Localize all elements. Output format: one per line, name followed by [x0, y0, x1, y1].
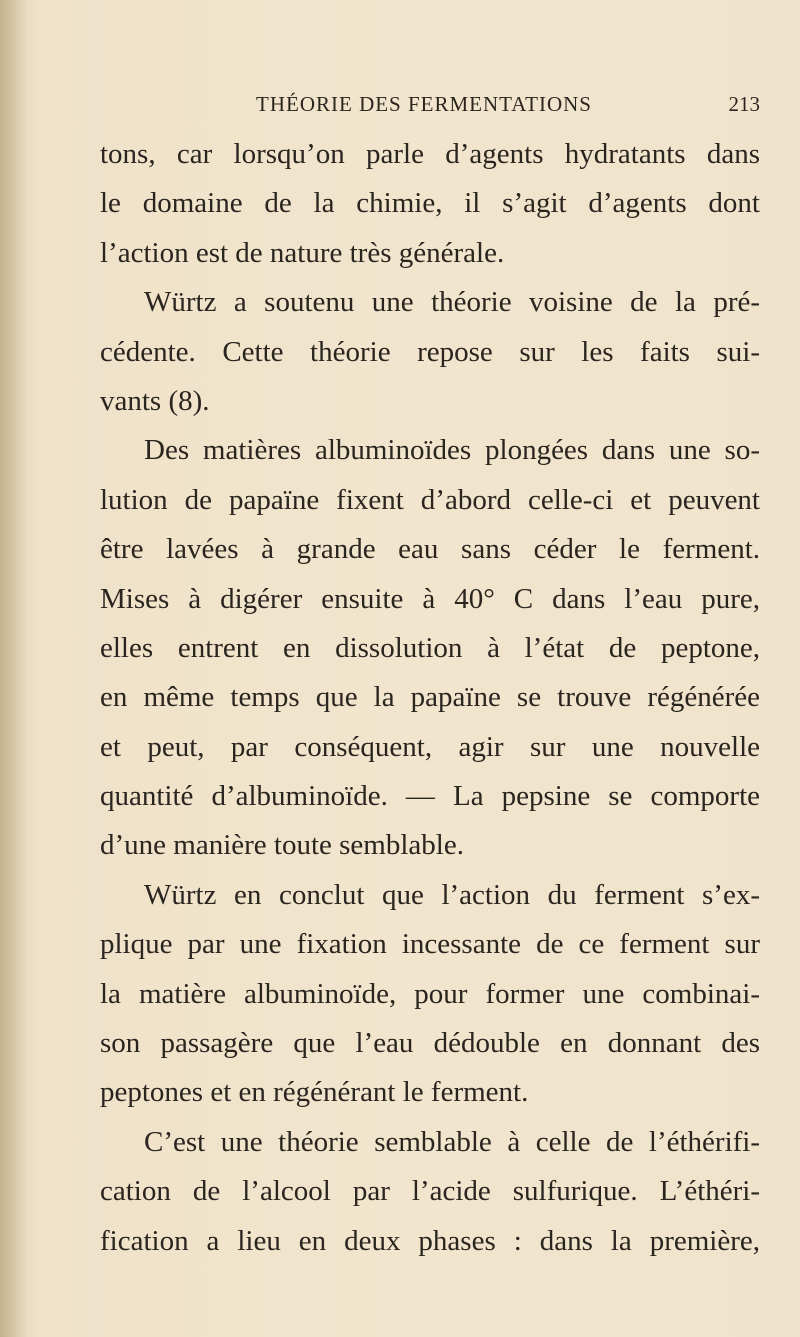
text-line: Mises à digérer ensuite à 40° C dans l’eau pure,	[100, 582, 760, 615]
text-line: cation de l’alcool par l’acide sulfurique. L’éthéri-	[100, 1175, 760, 1208]
page-number: 213	[728, 92, 760, 116]
text-line: l’action est de nature très générale.	[100, 236, 505, 269]
text-line: C’est une théorie semblable à celle de l’éthérifi-	[144, 1125, 760, 1158]
text-line: lution de papaïne fixent d’abord celle-ci et peuvent	[100, 483, 760, 516]
text-line: fication a lieu en deux phases : dans la première,	[100, 1224, 760, 1257]
running-title: THÉORIE DES FERMENTATIONS	[256, 92, 592, 116]
text-line: quantité d’albuminoïde. — La pepsine se comporte	[100, 780, 760, 813]
text-line: la matière albuminoïde, pour former une combinai-	[100, 977, 760, 1010]
text-line: peptones et en régénérant le ferment.	[100, 1076, 529, 1109]
page-header	[100, 92, 760, 122]
text-line: Des matières albuminoïdes plongées dans une so-	[144, 434, 760, 467]
text-line: en même temps que la papaïne se trouve régénérée	[100, 681, 760, 714]
page-binding-shadow	[0, 0, 28, 1337]
text-line: vants (8).	[100, 384, 210, 417]
text-line: cédente. Cette théorie repose sur les faits sui-	[100, 335, 760, 368]
text-line: le domaine de la chimie, il s’agit d’agents dont	[100, 187, 760, 220]
text-line: tons, car lorsqu’on parle d’agents hydratants dans	[100, 138, 760, 170]
text-line: elles entrent en dissolution à l’état de peptone,	[100, 631, 760, 664]
text-line: être lavées à grande eau sans céder le ferment.	[100, 533, 760, 566]
text-line: plique par une fixation incessante de ce ferment sur	[100, 928, 760, 961]
body-text	[100, 130, 760, 1266]
text-line: son passagère que l’eau dédouble en donnant des	[100, 1027, 760, 1060]
text-line: et peut, par conséquent, agir sur une nouvelle	[100, 730, 760, 763]
text-line: Würtz en conclut que l’action du ferment s’ex-	[144, 878, 760, 911]
text-line: Würtz a soutenu une théorie voisine de la pré-	[144, 286, 760, 319]
text-line: d’une manière toute semblable.	[100, 829, 464, 862]
